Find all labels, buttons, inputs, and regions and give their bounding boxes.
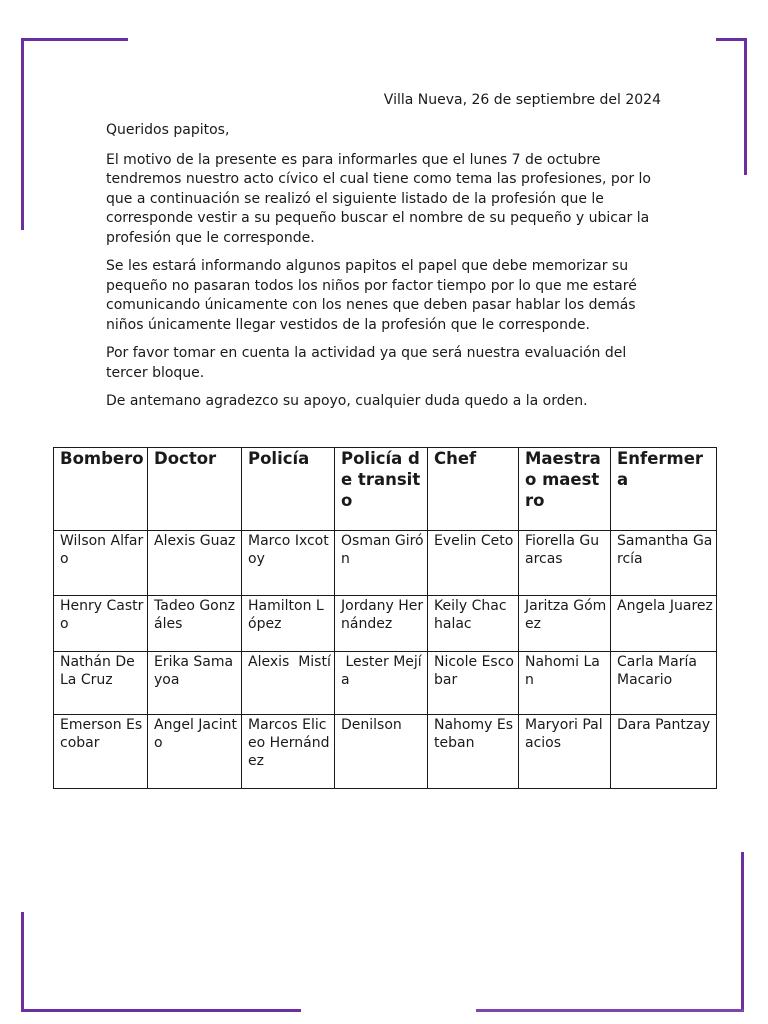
table-cell: Osman Girón [335,531,428,596]
table-cell: Marcos Eliceo Hernández [242,715,335,789]
table-header-row [54,448,717,531]
table-row [54,531,717,596]
header-enfermera: Enfermera [611,448,717,531]
frame-bottom-right-horizontal [476,1009,744,1012]
table-cell: Henry Castro [54,596,148,652]
table-cell: Evelin Ceto [428,531,519,596]
table-cell: Angela Juarez [611,596,717,652]
table-row [54,596,717,652]
header-chef: Chef [428,448,519,531]
table-cell: Maryori Palacios [519,715,611,789]
table-cell: Dara Pantzay [611,715,717,789]
letter-paragraph-instructions: Se les estará informando algunos papitos el papel que debe memorizar su pequeño no pasaran todos los niños por factor tiempo por lo que me estaré comunicando únicamente con los nenes que deben pasar hablar los demás niños únicamente llegar vestidos de la profesión que le corresponde. [106,258,637,333]
header-maestra-o-maestro: Maestra o maestro [519,448,611,531]
table-cell: Fiorella Guarcas [519,531,611,596]
table-cell: Carla María Macario [611,652,717,715]
table-cell: Tadeo Gonzáles [148,596,242,652]
table-cell: Nicole Escobar [428,652,519,715]
table-cell: Lester Mejía [335,652,428,715]
table-cell: Emerson Escobar [54,715,148,789]
table-cell: Keily Chachalac [428,596,519,652]
letter-date: Villa Nueva, 26 de septiembre del 2024 [383,92,661,108]
header-policia-de-transito: Policía de transito [335,448,428,531]
table-cell: Jordany Hernández [335,596,428,652]
frame-top-left-horizontal [21,38,128,41]
letter-paragraph-intro: El motivo de la presente es para informarles que el lunes 7 de octubre tendremos nuestro acto cívico el cual tiene como tema las profesiones, por lo que a continuación se realizó el siguiente listado de la profesión que le corresponde vestir a su pequeño buscar el nombre de su pequeño y ubicar la profesión que le corresponde. [106,151,651,246]
table-cell: Nahomi Lan [519,652,611,715]
frame-top-left-vertical [21,38,24,230]
table-cell: Nathán De La Cruz [54,652,148,715]
table-cell: Wilson Alfaro [54,531,148,596]
table-cell: Marco Ixcotoy [242,531,335,596]
letter-paragraph-evaluation: Por favor tomar en cuenta la actividad ya que será nuestra evaluación del tercer bloque. [106,345,627,381]
frame-bottom-left-vertical [21,912,24,1012]
header-bombero: Bombero [54,448,148,531]
frame-top-right-horizontal [716,38,747,41]
frame-bottom-right-vertical [741,852,744,1012]
profession-assignment-table [53,447,717,789]
table-row [54,715,717,789]
letter-paragraph-closing: De antemano agradezco su apoyo, cualquier duda quedo a la orden. [106,393,588,409]
table-row [54,652,717,715]
frame-top-right-vertical [744,38,747,175]
frame-bottom-left-horizontal [21,1009,301,1012]
table-cell: Angel Jacinto [148,715,242,789]
table-cell: Alexis Mistí [242,652,335,715]
table-cell: Denilson [335,715,428,789]
table-cell: Samantha García [611,531,717,596]
header-doctor: Doctor [148,448,242,531]
table-cell: Alexis Guaz [148,531,242,596]
table-cell: Hamilton López [242,596,335,652]
header-policia: Policía [242,448,335,531]
table-cell: Jaritza Gómez [519,596,611,652]
letter-greeting: Queridos papitos, [106,122,230,138]
letter-body [106,121,671,421]
table-cell: Nahomy Esteban [428,715,519,789]
table-cell: Erika Samayoa [148,652,242,715]
